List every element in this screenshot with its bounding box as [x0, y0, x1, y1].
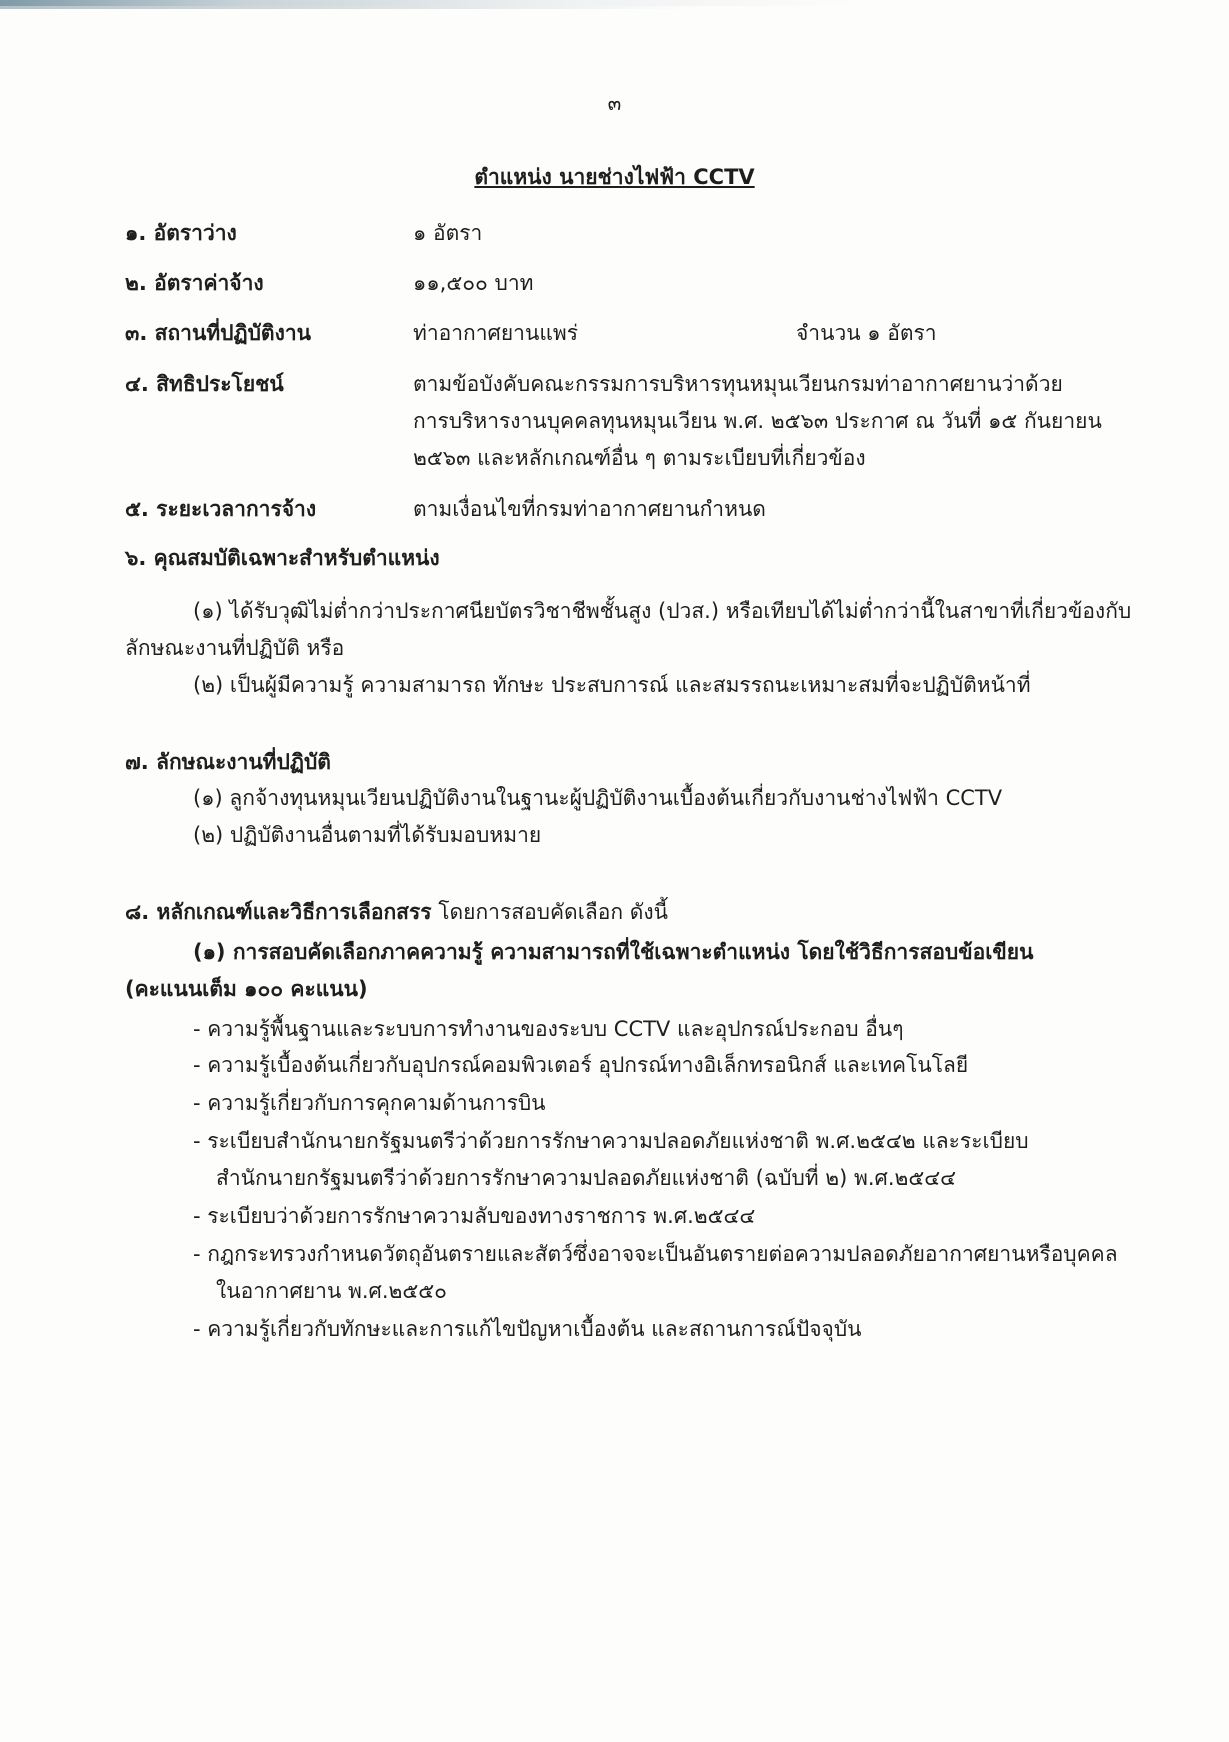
item-label-vacancy: ๑. อัตราว่าง: [125, 221, 237, 245]
section7-heading: ๗. ลักษณะงานที่ปฏิบัติ: [125, 750, 331, 774]
section6-p1-line2: ลักษณะงานที่ปฏิบัติ หรือ: [125, 636, 345, 660]
section6-p1-line1: (๑) ได้รับวุฒิไม่ต่ำกว่าประกาศนียบัตรวิชาชีพชั้นสูง (ปวส.) หรือเทียบได้ไม่ต่ำกว่านี้ในสาขาที่เกี่ยวข้องกับ: [193, 599, 1132, 623]
item-value-benefits-line3: ๒๕๖๓ และหลักเกณฑ์อื่น ๆ ตามระเบียบที่เกี่ยวข้อง: [413, 446, 866, 470]
item-label-workplace: ๓. สถานที่ปฏิบัติงาน: [125, 321, 311, 345]
item-value-workplace: ท่าอากาศยานแพร่: [413, 321, 578, 345]
bullet-item: - ความรู้พื้นฐานและระบบการทำงานของระบบ CCTV และอุปกรณ์ประกอบ อื่นๆ: [193, 1017, 904, 1041]
section8-sub-line1: (๑) การสอบคัดเลือกภาคความรู้ ความสามารถที่ใช้เฉพาะตำแหน่ง โดยใช้วิธีการสอบข้อเขียน: [193, 940, 1034, 964]
item-value-wage: ๑๑,๕๐๐ บาท: [413, 271, 534, 295]
bullet-item: - ระเบียบว่าด้วยการรักษาความลับของทางราชการ พ.ศ.๒๕๔๔: [193, 1204, 756, 1228]
item-value-workplace-count: จำนวน ๑ อัตรา: [796, 321, 937, 345]
section7-p1: (๑) ลูกจ้างทุนหมุนเวียนปฏิบัติงานในฐานะผู้ปฏิบัติงานเบื้องต้นเกี่ยวกับงานช่างไฟฟ้า CCTV: [193, 786, 1003, 810]
bullet-item: - ความรู้เบื้องต้นเกี่ยวกับอุปกรณ์คอมพิวเตอร์ อุปกรณ์ทางอิเล็กทรอนิกส์ และเทคโนโลยี: [193, 1053, 969, 1077]
section6-p2: (๒) เป็นผู้มีความรู้ ความสามารถ ทักษะ ประสบการณ์ และสมรรถนะเหมาะสมที่จะปฏิบัติหน้าที่: [193, 673, 1031, 697]
bullet-item: - ความรู้เกี่ยวกับทักษะและการแก้ไขปัญหาเบื้องต้น และสถานการณ์ปัจจุบัน: [193, 1317, 862, 1341]
item-label-benefits: ๔. สิทธิประโยชน์: [125, 372, 284, 396]
item-value-benefits-line1: ตามข้อบังคับคณะกรรมการบริหารทุนหมุนเวียนกรมท่าอากาศยานว่าด้วย: [413, 372, 1063, 396]
item-label-wage: ๒. อัตราค่าจ้าง: [125, 271, 264, 295]
bullet-item: - กฎกระทรวงกำหนดวัตถุอันตรายและสัตว์ซึ่งอาจจะเป็นอันตรายต่อความปลอดภัยอากาศยานหรือบุคคล: [193, 1242, 1118, 1266]
bullet-item: - ระเบียบสำนักนายกรัฐมนตรีว่าด้วยการรักษาความปลอดภัยแห่งชาติ พ.ศ.๒๕๔๒ และระเบียบ: [193, 1129, 1029, 1153]
section8-heading-rest: โดยการสอบคัดเลือก ดังนี้: [431, 900, 668, 924]
item-label-duration: ๕. ระยะเวลาการจ้าง: [125, 497, 317, 521]
page-number: ๓: [607, 91, 622, 115]
scan-edge-shadow: [0, 6, 700, 9]
section8-sub-line2: (คะแนนเต็ม ๑๐๐ คะแนน): [125, 977, 368, 1001]
section6-heading: ๖. คุณสมบัติเฉพาะสำหรับตำแหน่ง: [125, 546, 440, 570]
section8-heading-line: [125, 897, 668, 927]
bullet-item-continuation: ในอากาศยาน พ.ศ.๒๕๕๐: [216, 1279, 447, 1303]
section8-heading: ๘. หลักเกณฑ์และวิธีการเลือกสรร: [125, 900, 432, 924]
item-value-duration: ตามเงื่อนไขที่กรมท่าอากาศยานกำหนด: [413, 497, 766, 521]
bullet-item: - ความรู้เกี่ยวกับการคุกคามด้านการบิน: [193, 1091, 546, 1115]
section7-p2: (๒) ปฏิบัติงานอื่นตามที่ได้รับมอบหมาย: [193, 823, 542, 847]
bullet-item-continuation: สำนักนายกรัฐมนตรีว่าด้วยการรักษาความปลอดภัยแห่งชาติ (ฉบับที่ ๒) พ.ศ.๒๕๔๔: [216, 1166, 957, 1190]
item-value-benefits-line2: การบริหารงานบุคคลทุนหมุนเวียน พ.ศ. ๒๕๖๓ ประกาศ ณ วันที่ ๑๕ กันยายน: [413, 409, 1102, 433]
document-title: ตำแหน่ง นายช่างไฟฟ้า CCTV: [474, 165, 755, 189]
item-value-vacancy: ๑ อัตรา: [413, 221, 483, 245]
